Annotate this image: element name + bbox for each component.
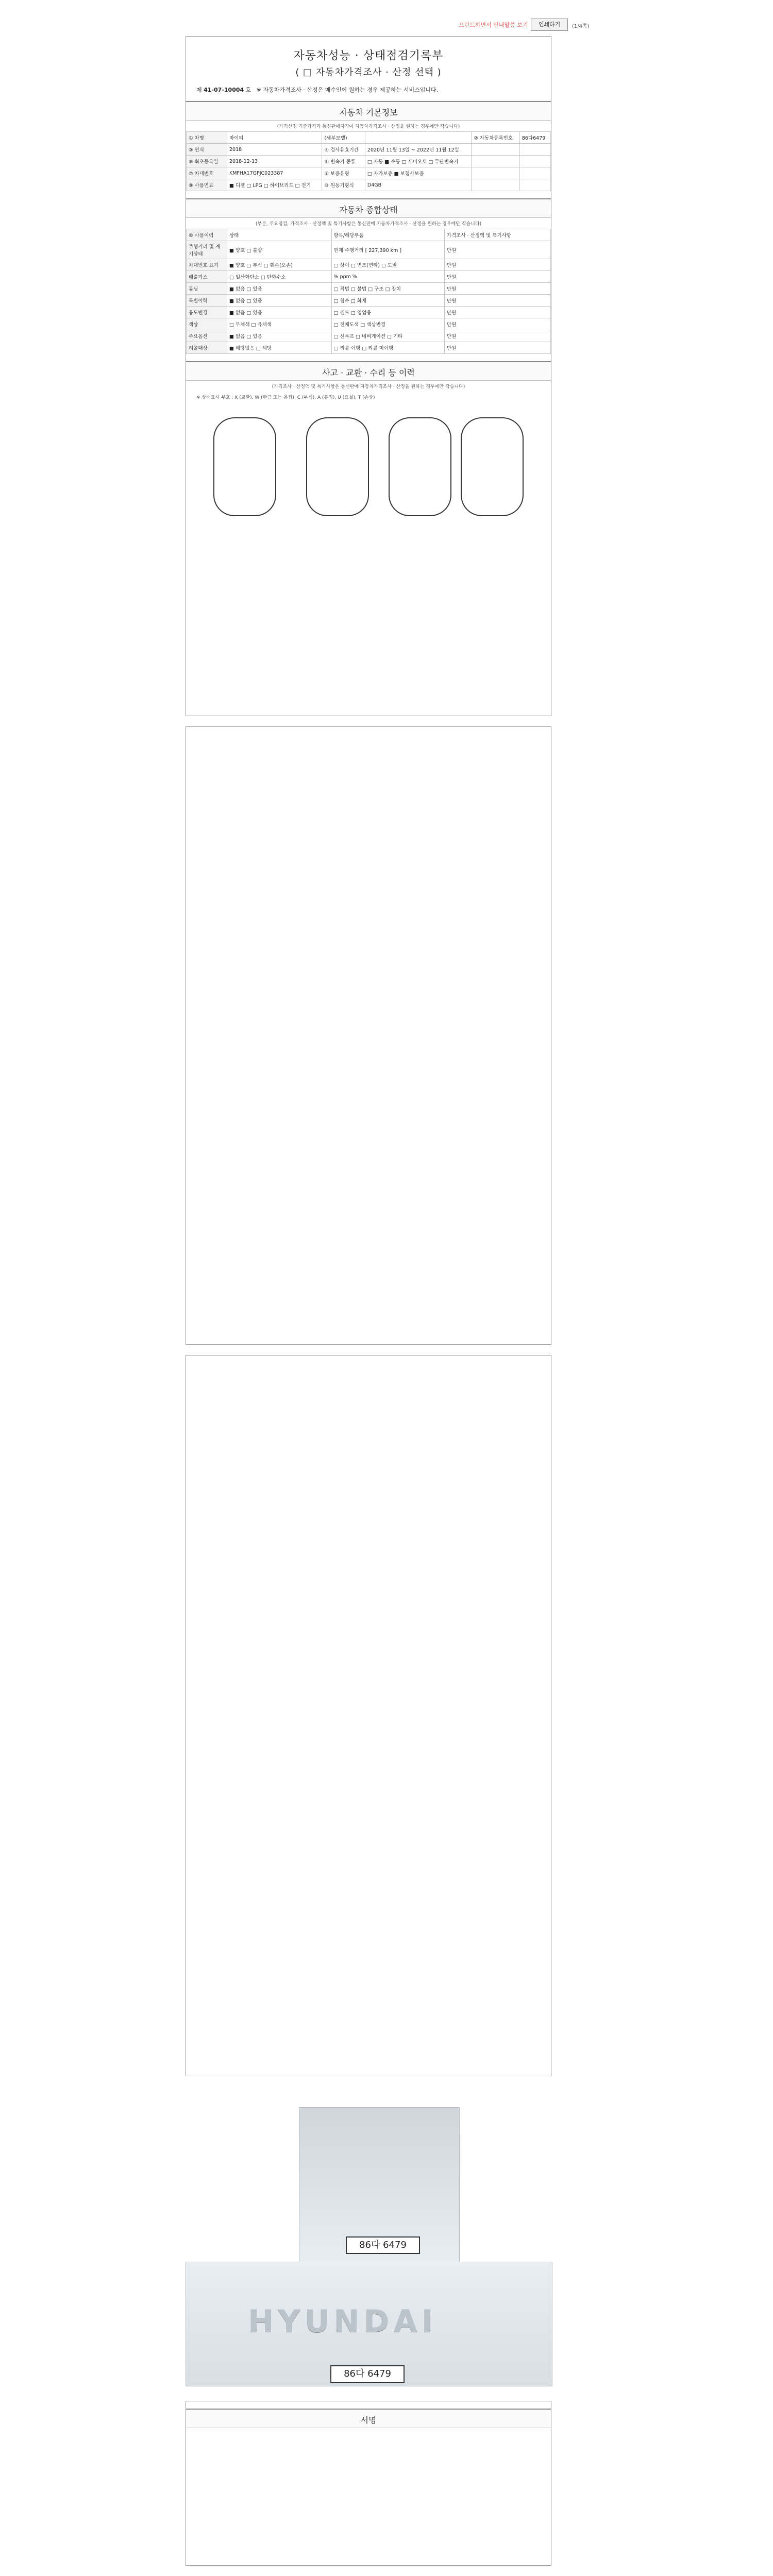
summary-cell: □ 일산화탄소 □ 탄화수소 <box>227 271 332 283</box>
basic-info-cell: □ 자가보증 ■ 보험사보증 <box>365 167 471 179</box>
summary-row <box>187 342 551 354</box>
summary-cell: □ 전체도색 □ 색상변경 <box>331 318 444 330</box>
summary-row <box>187 307 551 318</box>
inspection-sheet-page-2 <box>186 726 551 1345</box>
document-number-suffix: 호 <box>245 87 251 93</box>
front-plate: 86다 6479 <box>346 2236 420 2254</box>
document-number: 41-07-10004 <box>204 87 244 93</box>
basic-info-cell <box>472 179 520 191</box>
summary-cell: 주요옵션 <box>187 330 227 342</box>
basic-info-row <box>187 167 551 179</box>
summary-cell: 항목/해당부품 <box>331 229 444 241</box>
car-outline-svg <box>204 408 533 526</box>
summary-cell: 만원 <box>444 295 550 307</box>
summary-cell: 만원 <box>444 342 550 354</box>
summary-cell: □ 무채색 □ 유채색 <box>227 318 332 330</box>
summary-cell: 만원 <box>444 307 550 318</box>
summary-cell: □ 선루프 □ 네비게이션 □ 기타 <box>331 330 444 342</box>
summary-row <box>187 330 551 342</box>
basic-info-row <box>187 179 551 191</box>
page-count: (1/4쪽) <box>572 24 590 29</box>
summary-cell: 차대번호 표기 <box>187 259 227 271</box>
basic-info-cell: D4GB <box>365 179 471 191</box>
summary-cell: 만원 <box>444 330 550 342</box>
basic-info-cell <box>365 132 471 144</box>
summary-cell: 색상 <box>187 318 227 330</box>
signature-block <box>186 2401 551 2566</box>
summary-cell: 만원 <box>444 241 550 259</box>
basic-info-row <box>187 156 551 167</box>
basic-info-row <box>187 132 551 144</box>
basic-info-cell: ■ 디젤 □ LPG □ 하이브리드 □ 전기 <box>227 179 322 191</box>
basic-info-cell: 2018-12-13 <box>227 156 322 167</box>
section-accident-header: 사고 · 교환 · 수리 등 이력 <box>186 361 551 381</box>
summary-cell: ■ 해당없음 □ 해당 <box>227 342 332 354</box>
document-subtitle: ( □ 자동차가격조사 · 산정 선택 ) <box>295 67 442 78</box>
summary-cell: ■ 없음 □ 있음 <box>227 295 332 307</box>
summary-cell: 만원 <box>444 271 550 283</box>
summary-cell: 만원 <box>444 259 550 271</box>
basic-info-cell <box>519 156 550 167</box>
basic-info-cell: 86다6479 <box>519 132 550 144</box>
front-photo <box>299 2107 460 2263</box>
basic-info-cell: ⑥ 변속기 종류 <box>322 156 365 167</box>
summary-row <box>187 271 551 283</box>
document-number-label: 제 <box>196 87 202 93</box>
summary-row <box>187 241 551 259</box>
car-right-side-icon <box>461 418 523 516</box>
summary-cell: 상태 <box>227 229 332 241</box>
basic-info-cell: ④ 검사유효기간 <box>322 144 365 156</box>
basic-info-cell: ① 차명 <box>187 132 227 144</box>
car-left-side-icon <box>214 418 276 516</box>
basic-info-cell <box>519 167 550 179</box>
rear-photo <box>186 2262 552 2386</box>
summary-cell: 주행거리 및 계기상태 <box>187 241 227 259</box>
basic-info-cell: ⑤ 최초등록일 <box>187 156 227 167</box>
summary-cell: □ 렌트 □ 영업용 <box>331 307 444 318</box>
basic-info-cell: KMFHA17GPJC023387 <box>227 167 322 179</box>
summary-row <box>187 318 551 330</box>
summary-cell: 용도변경 <box>187 307 227 318</box>
basic-info-cell <box>472 144 520 156</box>
summary-cell: ■ 양호 □ 부식 □ 훼손(오손) <box>227 259 332 271</box>
basic-info-cell: ⑧ 보증유형 <box>322 167 365 179</box>
summary-row <box>187 295 551 307</box>
rear-plate: 86다 6479 <box>330 2365 405 2383</box>
section-basic-info-note: (가격산정 기준가격과 통신판매자격이 자동차가격조사 · 산정을 원하는 경우에만 작습니다) <box>277 124 460 129</box>
section-accident-note: (가격조사 · 산정액 및 특기사항은 통신판매 자동차가격조사 · 산정을 원하는 경우에만 작습니다) <box>272 384 465 389</box>
summary-table <box>186 229 551 354</box>
basic-info-cell: ⑦ 차대번호 <box>187 167 227 179</box>
basic-info-cell: (세부모델) <box>322 132 365 144</box>
basic-info-cell: ② 자동차등록번호 <box>472 132 520 144</box>
summary-cell: 현재 주행거리 [ 227,390 km ] <box>331 241 444 259</box>
basic-info-cell: 마이티 <box>227 132 322 144</box>
summary-row <box>187 283 551 295</box>
section-summary-note: (부분, 주요점검, 가격조사 · 산정액 및 특기사항은 통신판매 자동차가격조사 · 산정을 원하는 경우에만 작습니다) <box>255 222 482 227</box>
basic-info-row <box>187 144 551 156</box>
summary-cell: % ppm % <box>331 271 444 283</box>
summary-cell: □ 침수 □ 화재 <box>331 295 444 307</box>
summary-cell: ⑩ 사용이력 <box>187 229 227 241</box>
accident-legend: ※ 상태표시 부호 : X (교환), W (판금 또는 용접), C (부식), A (흠집), U (요철), T (손상) <box>196 395 375 400</box>
summary-cell: □ 상이 □ 변조(변타) □ 도말 <box>331 259 444 271</box>
document-notice: ※ 자동차가격조사 · 산정은 매수인이 원하는 경우 제공하는 서비스입니다. <box>256 87 439 93</box>
summary-row <box>187 229 551 241</box>
summary-cell: ■ 없음 □ 있음 <box>227 283 332 295</box>
summary-cell: ■ 없음 □ 있음 <box>227 307 332 318</box>
summary-row <box>187 259 551 271</box>
signature-title: 서명 <box>186 2409 551 2428</box>
document-title: 자동차성능 · 상태점검기록부 <box>293 49 444 62</box>
print-button[interactable]: 인쇄하기 <box>531 19 568 31</box>
car-top-front-icon <box>307 418 368 516</box>
section-summary-header: 자동차 종합상태 <box>186 198 551 218</box>
basic-info-cell: □ 자동 ■ 수동 □ 세미오토 □ 무단변속기 <box>365 156 471 167</box>
basic-info-cell: ⑩ 원동기형식 <box>322 179 365 191</box>
basic-info-cell: 2020년 11월 13일 ~ 2022년 11월 12일 <box>365 144 471 156</box>
summary-cell: 튜닝 <box>187 283 227 295</box>
basic-info-cell: 2018 <box>227 144 322 156</box>
basic-info-cell <box>472 156 520 167</box>
summary-cell: 배출가스 <box>187 271 227 283</box>
car-top-rear-icon <box>389 418 451 516</box>
document-number-line <box>196 86 551 94</box>
basic-info-cell: ③ 연식 <box>187 144 227 156</box>
basic-info-cell <box>519 144 550 156</box>
inspection-sheet-page-3 <box>186 1355 551 2076</box>
inspection-sheet-page-1 <box>186 36 551 716</box>
summary-cell: 리콜대상 <box>187 342 227 354</box>
print-info-link[interactable]: 프린트하면서 안내말씀 보기 <box>459 22 528 28</box>
basic-info-cell <box>519 179 550 191</box>
basic-info-cell <box>472 167 520 179</box>
summary-cell: ■ 없음 □ 있음 <box>227 330 332 342</box>
summary-cell: 특별이력 <box>187 295 227 307</box>
summary-cell: ■ 양호 □ 불량 <box>227 241 332 259</box>
summary-cell: □ 리콜 이행 □ 리콜 미이행 <box>331 342 444 354</box>
section-basic-info-header: 자동차 기본정보 <box>186 101 551 121</box>
basic-info-cell: ⑨ 사용연료 <box>187 179 227 191</box>
summary-cell: 가격조사 · 산정액 및 특기사항 <box>444 229 550 241</box>
summary-cell: □ 적법 □ 불법 □ 구조 □ 장치 <box>331 283 444 295</box>
summary-cell: 만원 <box>444 318 550 330</box>
car-body-diagram <box>204 408 533 526</box>
summary-cell: 만원 <box>444 283 550 295</box>
brand-lettering: HYUNDAI <box>248 2303 438 2340</box>
basic-info-table <box>186 131 551 191</box>
